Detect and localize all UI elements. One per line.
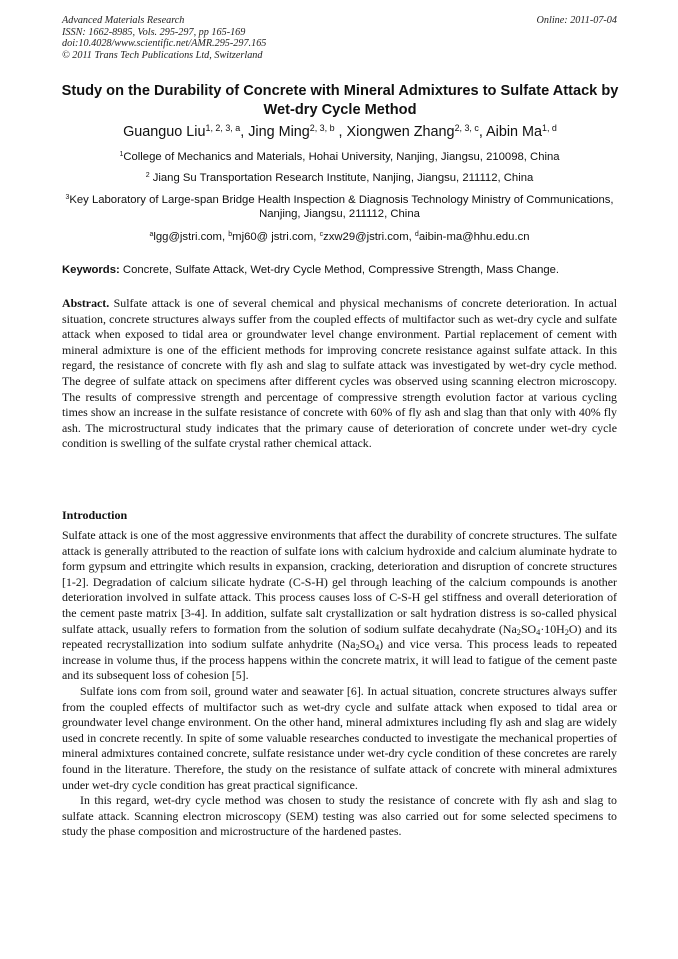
affiliation-marker: 2 xyxy=(145,172,150,180)
abstract xyxy=(62,296,617,452)
affiliation-marker: 1 xyxy=(119,151,124,159)
affiliation-1 xyxy=(62,150,617,164)
affiliation-marker: 3 xyxy=(65,194,70,202)
affiliation-text: Jiang Su Transportation Research Institute, Nanjing, Jiangsu, 211112, China xyxy=(152,172,534,184)
issn-line: ISSN: 1662-8985, Vols. 295-297, pp 165-169 xyxy=(62,26,246,38)
author-name: Xiongwen Zhang xyxy=(346,124,455,140)
paragraph: Sulfate ions com from soil, ground water and seawater [6]. In actual situation, concrete structures always suffer from the coupled effects of multifactor such as wet-dry cycle and sulfate attack when exposed to tidal area or groundwater level change environment. On the other hand, mineral admixtures including fly ash and slag are widely used in concrete recently. In spite of some valuable researches conducted to investigate the mechanical properties of mineral admixtures contained concrete, sulfate resistance under wet-dry cycle condition of these concretes are rarely found in the literature. Therefore, the study on the resistance of sulfate attack of concrete with mineral admixtures under wet-dry cycle condition has great practical significance. xyxy=(62,683,617,792)
subscript: 4 xyxy=(374,643,380,653)
online-date: Online: 2011-07-04 xyxy=(536,15,617,26)
email-marker: c xyxy=(319,231,324,239)
email-marker: a xyxy=(149,231,154,239)
journal-meta xyxy=(62,15,617,61)
email-address: lgg@jstri.com, xyxy=(153,231,229,243)
paragraph-text: ) and vice versa. This process leads to repeated increase in volume thus, if the process happens within the concrete matrix, it will lead to fatigue of the cement paste and its subsequent loss of cohesion [5]. xyxy=(62,637,617,683)
author-name: Aibin Ma xyxy=(486,124,543,140)
author-affiliation-marker: 1, 2, 3, a xyxy=(205,123,241,134)
paragraph xyxy=(62,528,617,684)
email-address: zxw29@jstri.com, xyxy=(323,231,415,243)
doi-line: doi:10.4028/www.scientific.net/AMR.295-297.165 xyxy=(62,38,267,49)
affiliation-3 xyxy=(62,193,617,221)
subscript: 4 xyxy=(536,627,541,637)
affiliation-2 xyxy=(62,171,617,185)
paper-title: Study on the Durability of Concrete with Mineral Admixtures to Sulfate Attack by Wet-dry Cycle Method xyxy=(61,83,619,118)
author-name: Guanguo Liu xyxy=(123,124,206,140)
paragraph-text: SO xyxy=(520,621,537,636)
author-separator: , xyxy=(478,124,487,140)
paragraph-text: SO xyxy=(359,637,375,652)
author-affiliation-marker: 2, 3, c xyxy=(454,123,479,134)
subscript: 2 xyxy=(355,643,360,653)
abstract-label: Abstract. xyxy=(62,296,110,310)
author-name: Jing Ming xyxy=(248,124,310,140)
author-list xyxy=(40,123,640,141)
subscript: 2 xyxy=(564,627,569,637)
affiliation-text: College of Mechanics and Materials, Hohai University, Nanjing, Jiangsu, 210098, China xyxy=(123,151,560,163)
author-separator: , xyxy=(334,124,347,140)
author-separator: , xyxy=(240,124,249,140)
email-marker: d xyxy=(414,231,419,239)
keywords-text: Concrete, Sulfate Attack, Wet-dry Cycle Method, Compressive Strength, Mass Change. xyxy=(119,264,560,276)
abstract-text: Sulfate attack is one of several chemical and physical mechanisms of concrete deterioration. In actual situation, concrete structures always suffer from the coupled effects of multifactor such as wet-dry cycle and sulfate attack when exposed to tidal area or groundwater level change environment. Partial replacement of cement with mineral admixture is one of the efficient methods for improving concrete resistance against sulfate attack. In this regard, the resistance of concrete with fly ash and slag to sulfate attack was investigated by wet-dry cycle method. The degree of sulfate attack on specimens after different cycles was observed using scanning electron microscopy. The results of compressive strength and percentage of compressive strength evolution factor at various cycling times show an increase in the sulfate resistance of concrete with 60% of fly ash and slag than that only with 40% fly ash. The microstructural study indicates that the primary cause of deterioration of concrete under wet-dry cycle condition is swelling of the sulfate crystal rather chemical attack. xyxy=(62,296,617,451)
introduction-body xyxy=(62,528,617,840)
email-marker: b xyxy=(228,231,233,239)
email-address: mj60@ jstri.com, xyxy=(232,231,320,243)
author-affiliation-marker: 2, 3, b xyxy=(309,123,335,134)
author-emails xyxy=(62,230,617,244)
copyright-line: © 2011 Trans Tech Publications Ltd, Switzerland xyxy=(62,49,263,61)
email-address: aibin-ma@hhu.edu.cn xyxy=(418,231,530,243)
subscript: 2 xyxy=(516,627,521,637)
paragraph-text: Sulfate attack is one of the most aggressive environments that affect the durability of concrete structures. The sulfate attack is generally attributed to the reaction of sulfate ions with calcium hydroxide and calcium aluminate hydrate to form gypsum and ettringite which results in expansion, cracking, deterioration and disruption of concrete structures [1-2]. Degradation of calcium silicate hydrate (C-S-H) gel through leaching of the calcium compounds is another deterioration involved in sulfate attack. This process causes loss of C-S-H gel stiffness and overall deterioration of the cement paste matrix [3-4]. In addition, sulfate salt crystallization or salt hydration distress is so-called physical sulfate attack, usually refers to formation from the solution of sodium sulfate decahydrate (Na xyxy=(62,528,617,636)
paragraph-text: O) and its repeated recrystallization into sodium sulfate anhydrite (Na xyxy=(62,621,617,652)
section-heading-introduction: Introduction xyxy=(62,508,128,522)
keywords-label: Keywords: xyxy=(62,264,120,276)
journal-name: Advanced Materials Research xyxy=(62,15,185,26)
author-affiliation-marker: 1, d xyxy=(542,123,557,134)
affiliation-text: Key Laboratory of Large-span Bridge Health Inspection & Diagnosis Technology Ministry of Communications, Nanjing, Jiangsu, 211112, China xyxy=(69,194,614,220)
paragraph: In this regard, wet-dry cycle method was chosen to study the resistance of concrete with fly ash and slag to sulfate attack. Scanning electron microscopy (SEM) testing was also carried out for some selected specimens to study the phase composition and microstructure of the hardened pastes. xyxy=(62,793,617,839)
keywords xyxy=(62,263,622,277)
paragraph-text: ·10H xyxy=(540,621,565,636)
